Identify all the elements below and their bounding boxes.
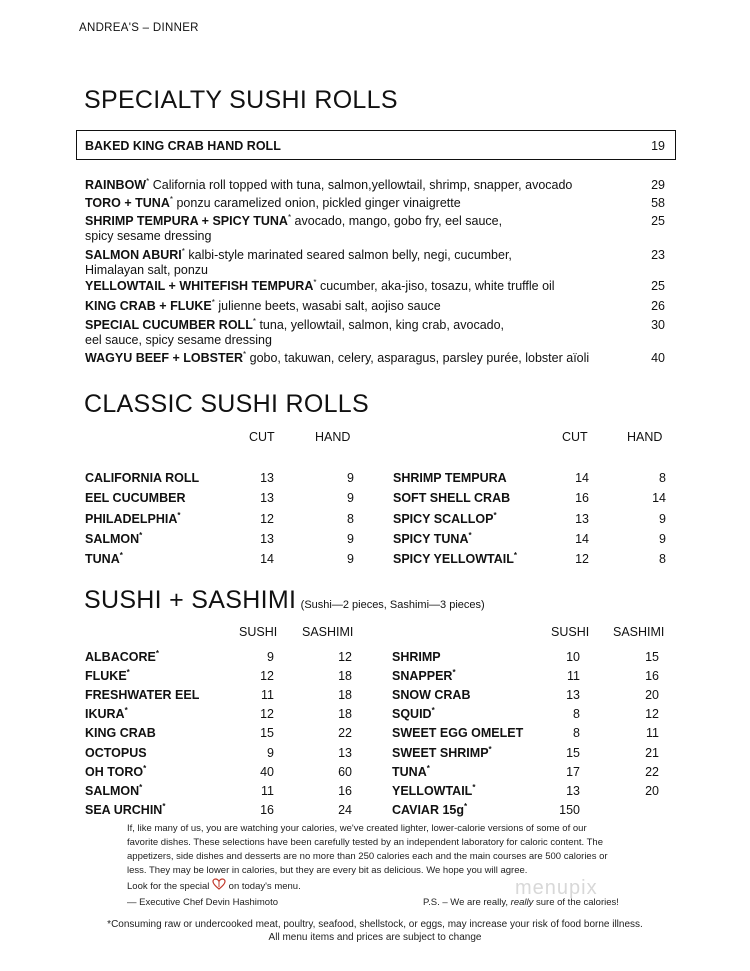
specialty-item-name: SALMON ABURI [85,248,182,262]
specialty-item-desc: avocado, mango, gobo fry, eel sauce, [294,214,503,228]
classic-item-cut: 13 [260,532,274,546]
sashimi-item-sushi-price: 150 [559,803,580,817]
sashimi-item-sashimi-price: 11 [646,726,659,740]
heart-symbol-icon [212,878,226,895]
calorie-note [127,822,627,878]
classic-right-cut-header: CUT [562,430,588,444]
sashimi-subtitle: (Sushi—2 pieces, Sashimi—3 pieces) [300,599,485,611]
sashimi-right-sushi-header: SUSHI [551,625,590,639]
sashimi-item-name [85,688,199,702]
raw-food-warning: *Consuming raw or undercooked meat, poultry, seafood, shellstock, or eggs, may increase your risk of food borne illness. [107,919,643,930]
sashimi-item-sushi-price: 9 [267,650,274,664]
specialty-item-price: 23 [651,248,665,262]
calorie-line: favorite dishes. These selections have been carefully tested by an independent laboratory for caloric content. The [127,837,603,848]
sashimi-item-star: * [426,763,430,773]
sashimi-item-name [85,746,147,760]
chef-signature: — Executive Chef Devin Hashimoto [127,897,279,908]
classic-right-hand-header: HAND [627,430,663,444]
classic-item-name [85,532,142,546]
specialty-item-price: 25 [651,214,665,228]
specialty-item-price: 26 [651,299,665,313]
sashimi-item-star: * [431,705,435,715]
classic-item-label: SHRIMP TEMPURA [393,471,507,485]
classic-item-hand: 9 [347,532,354,546]
sashimi-item-label: SQUID [392,707,432,721]
classic-item-name [393,552,517,566]
specialty-item [85,318,665,348]
sashimi-item-sashimi-price: 20 [645,784,659,798]
calorie-line: If, like many of us, you are watching your calories, we've created lighter, lower-calorie versions of some of our [127,823,587,834]
sashimi-left-sushi-header: SUSHI [239,625,278,639]
classic-item-cut: 13 [260,471,274,485]
classic-item-hand: 8 [659,471,666,485]
sashimi-item-label: CAVIAR 15g [392,803,465,817]
specialty-item-star: * [169,194,173,204]
classic-item-hand: 9 [659,512,666,526]
classic-item-hand: 8 [659,552,666,566]
warning-note [0,918,750,944]
sashimi-item-sushi-price: 12 [260,669,274,683]
sashimi-item-label: FLUKE [85,669,127,683]
specialty-item-star: * [313,277,317,287]
sashimi-item-name [392,688,470,702]
sashimi-item-sashimi-price: 16 [645,669,659,683]
featured-item-price: 19 [651,139,665,153]
classic-item-cut: 14 [575,532,589,546]
specialty-item-line [85,196,665,211]
sashimi-item-name [85,765,146,779]
classic-item-hand: 9 [347,491,354,505]
sashimi-item-sashimi-price: 18 [338,669,352,683]
specialty-item-desc-cont: Himalayan salt, ponzu [85,263,208,277]
sashimi-item-sushi-price: 12 [260,707,274,721]
sashimi-item-sushi-price: 17 [566,765,580,779]
specialty-item-line [85,248,665,263]
sashimi-item-sushi-price: 13 [566,688,580,702]
classic-item-label: SPICY TUNA [393,532,469,546]
specialty-item-line [85,318,665,333]
look-for-pre: Look for the special [127,881,210,893]
sashimi-item-sushi-price: 16 [260,803,274,817]
classic-left-cut-header: CUT [249,430,275,444]
sashimi-item-star: * [488,744,492,754]
sashimi-item-sushi-price: 8 [573,707,580,721]
specialty-item-star: * [146,176,150,186]
sashimi-item-name [392,669,456,683]
specialty-item-name: KING CRAB + FLUKE [85,299,212,313]
specialty-item [85,351,665,366]
classic-item-star: * [513,550,517,560]
specialty-item-desc: tuna, yellowtail, salmon, king crab, avocado, [259,318,505,332]
classic-item-label: TUNA [85,552,120,566]
classic-item-hand: 9 [347,471,354,485]
specialty-item-price: 29 [651,178,665,192]
classic-item-label: SALMON [85,532,140,546]
specialty-item [85,214,665,244]
sashimi-item-name [392,746,492,760]
classic-item-label: SOFT SHELL CRAB [393,491,511,505]
classic-item-name [393,491,510,505]
specialty-item-line [85,178,665,193]
sashimi-item-star: * [124,705,128,715]
specialty-item-line [85,351,665,366]
classic-item-label: PHILADELPHIA [85,512,178,526]
sashimi-item-label: SWEET SHRIMP [392,746,489,760]
classic-title: CLASSIC SUSHI ROLLS [84,390,369,418]
sashimi-item-sushi-price: 9 [267,746,274,760]
sashimi-item-sushi-price: 13 [566,784,580,798]
classic-item-cut: 12 [260,512,274,526]
classic-item-name [85,471,199,485]
sashimi-item-sashimi-price: 22 [645,765,659,779]
sashimi-item-sushi-price: 40 [260,765,274,779]
specialty-item-line [85,279,665,294]
specialty-item [85,299,665,314]
sashimi-item-label: TUNA [392,765,427,779]
sashimi-item-label: SEA URCHIN [85,803,163,817]
sashimi-item-label: FRESHWATER EEL [85,688,200,702]
sashimi-item-sushi-price: 8 [573,726,580,740]
sashimi-item-name [85,650,159,664]
calorie-line: less. They may be lower in calories, but they are every bit as delicious. We hope you will agree. [127,865,528,876]
sashimi-item-sashimi-price: 16 [338,784,352,798]
classic-item-name [85,552,123,566]
classic-item-star: * [493,510,497,520]
sashimi-item-sashimi-price: 12 [645,707,659,721]
specialty-item-name: RAINBOW [85,178,147,192]
sashimi-item-label: IKURA [85,707,125,721]
sashimi-item-sushi-price: 15 [260,726,274,740]
sashimi-item-label: SNOW CRAB [392,688,471,702]
specialty-item-name: SHRIMP TEMPURA + SPICY TUNA [85,214,288,228]
sashimi-item-star: * [139,782,143,792]
classic-item-hand: 14 [652,491,666,505]
sashimi-item-sashimi-price: 15 [645,650,659,664]
sashimi-item-name [392,707,435,721]
sashimi-item-label: KING CRAB [85,726,156,740]
watermark: menupix [515,877,598,899]
sashimi-item-label: SWEET EGG OMELET [392,726,524,740]
specialty-item-line [85,214,665,229]
specialty-item-desc: gobo, takuwan, celery, asparagus, parsley purée, lobster aïoli [249,351,590,365]
sashimi-item-sashimi-price: 13 [338,746,352,760]
specialty-item-name: TORO + TUNA [85,196,170,210]
classic-item-name [85,512,181,526]
sashimi-item-star: * [452,667,456,677]
ps-emphasis: really [510,897,534,908]
sashimi-right-sashimi-header: SASHIMI [613,625,665,639]
sashimi-item-sashimi-price: 22 [338,726,352,740]
sashimi-item-name [392,765,430,779]
sashimi-item-sushi-price: 11 [567,669,580,683]
specialty-item-star: * [252,316,256,326]
sashimi-item-star: * [126,667,130,677]
sashimi-item-label: YELLOWTAIL [392,784,473,798]
sashimi-left-sashimi-header: SASHIMI [302,625,354,639]
sashimi-item-sushi-price: 11 [261,688,274,702]
sashimi-item-name [392,726,523,740]
classic-item-hand: 8 [347,512,354,526]
classic-item-name [393,512,497,526]
specialty-item-desc: julienne beets, wasabi salt, aojiso sauce [218,299,441,313]
sashimi-item-label: ALBACORE [85,650,156,664]
sashimi-item-star: * [155,648,159,658]
specialty-item-line [85,299,665,314]
calorie-line: appetizers, side dishes and desserts are no more than 250 calories each and the main courses are 500 calories or [127,851,608,862]
sashimi-heading [84,586,485,615]
specialty-item-name: YELLOWTAIL + WHITEFISH TEMPURA [85,279,314,293]
sashimi-item-name [85,803,165,817]
classic-item-label: SPICY YELLOWTAIL [393,552,514,566]
sashimi-item-name [392,803,467,817]
classic-item-cut: 13 [575,512,589,526]
sashimi-item-name [85,726,156,740]
sashimi-item-label: SALMON [85,784,140,798]
specialty-title: SPECIALTY SUSHI ROLLS [84,86,398,114]
classic-item-cut: 16 [575,491,589,505]
classic-item-star: * [119,550,123,560]
featured-item-name: BAKED KING CRAB HAND ROLL [85,139,281,153]
sashimi-item-star: * [464,801,468,811]
specialty-item-star: * [287,212,292,222]
classic-item-label: CALIFORNIA ROLL [85,471,200,485]
sashimi-item-label: OH TORO [85,765,144,779]
classic-item-name [85,491,185,505]
sashimi-title: SUSHI + SASHIMI [84,586,297,614]
look-for-note [127,878,301,895]
prices-note: All menu items and prices are subject to change [268,932,482,943]
specialty-item-name: WAGYU BEEF + LOBSTER [85,351,244,365]
specialty-item [85,279,665,294]
specialty-item-price: 30 [651,318,665,332]
specialty-item-price: 25 [651,279,665,293]
classic-item-cut: 14 [260,552,274,566]
classic-item-name [393,532,472,546]
sashimi-item-name [392,784,475,798]
classic-item-cut: 13 [260,491,274,505]
sashimi-item-name [85,784,142,798]
sashimi-item-label: SNAPPER [392,669,453,683]
specialty-item-star: * [243,349,247,359]
sashimi-item-sashimi-price: 24 [338,803,352,817]
specialty-item-price: 58 [651,196,665,210]
sashimi-item-sashimi-price: 60 [338,765,352,779]
specialty-item-desc-cont: spicy sesame dressing [85,229,212,243]
ps-post: sure of the calories! [536,897,619,908]
featured-item-box [76,130,676,160]
classic-left-hand-header: HAND [315,430,351,444]
sashimi-item-sushi-price: 10 [566,650,580,664]
sashimi-item-sushi-price: 11 [261,784,274,798]
classic-item-cut: 14 [575,471,589,485]
sashimi-item-name [392,650,441,664]
sashimi-item-sashimi-price: 12 [338,650,352,664]
classic-item-star: * [139,530,143,540]
specialty-item-name: SPECIAL CUCUMBER ROLL [85,318,253,332]
sashimi-item-sashimi-price: 18 [338,688,352,702]
specialty-item [85,178,665,193]
sashimi-item-star: * [143,763,147,773]
classic-item-label: SPICY SCALLOP [393,512,494,526]
sashimi-item-sushi-price: 15 [566,746,580,760]
specialty-item-price: 40 [651,351,665,365]
sashimi-item-label: SHRIMP [392,650,441,664]
sashimi-item-star: * [472,782,476,792]
sashimi-item-name [85,707,128,721]
specialty-item-desc: California roll topped with tuna, salmon,yellowtail, shrimp, snapper, avocado [152,178,573,192]
page-header: ANDREA'S – DINNER [79,22,199,34]
specialty-item-desc: kalbi-style marinated seared salmon belly, negi, cucumber, [188,248,512,262]
sashimi-item-sashimi-price: 20 [645,688,659,702]
specialty-item-star: * [181,246,185,256]
specialty-item-desc-cont: eel sauce, spicy sesame dressing [85,333,272,347]
ps-pre: P.S. – We are really, [423,897,509,908]
specialty-item-desc: ponzu caramelized onion, pickled ginger vinaigrette [176,196,461,210]
sashimi-item-label: OCTOPUS [85,746,147,760]
specialty-item-desc: cucumber, aka-jiso, tosazu, white truffle oil [319,279,555,293]
classic-item-name [393,471,507,485]
look-for-post: on today's menu. [228,881,301,893]
specialty-item-star: * [211,297,215,307]
classic-item-star: * [468,530,472,540]
classic-item-hand: 9 [347,552,354,566]
sashimi-item-sashimi-price: 21 [645,746,659,760]
sashimi-item-star: * [162,801,166,811]
classic-item-label: EEL CUCUMBER [85,491,186,505]
sashimi-item-name [85,669,130,683]
classic-item-cut: 12 [575,552,589,566]
specialty-item [85,248,665,278]
sashimi-item-sashimi-price: 18 [338,707,352,721]
specialty-item [85,196,665,211]
classic-item-star: * [177,510,181,520]
classic-item-hand: 9 [659,532,666,546]
